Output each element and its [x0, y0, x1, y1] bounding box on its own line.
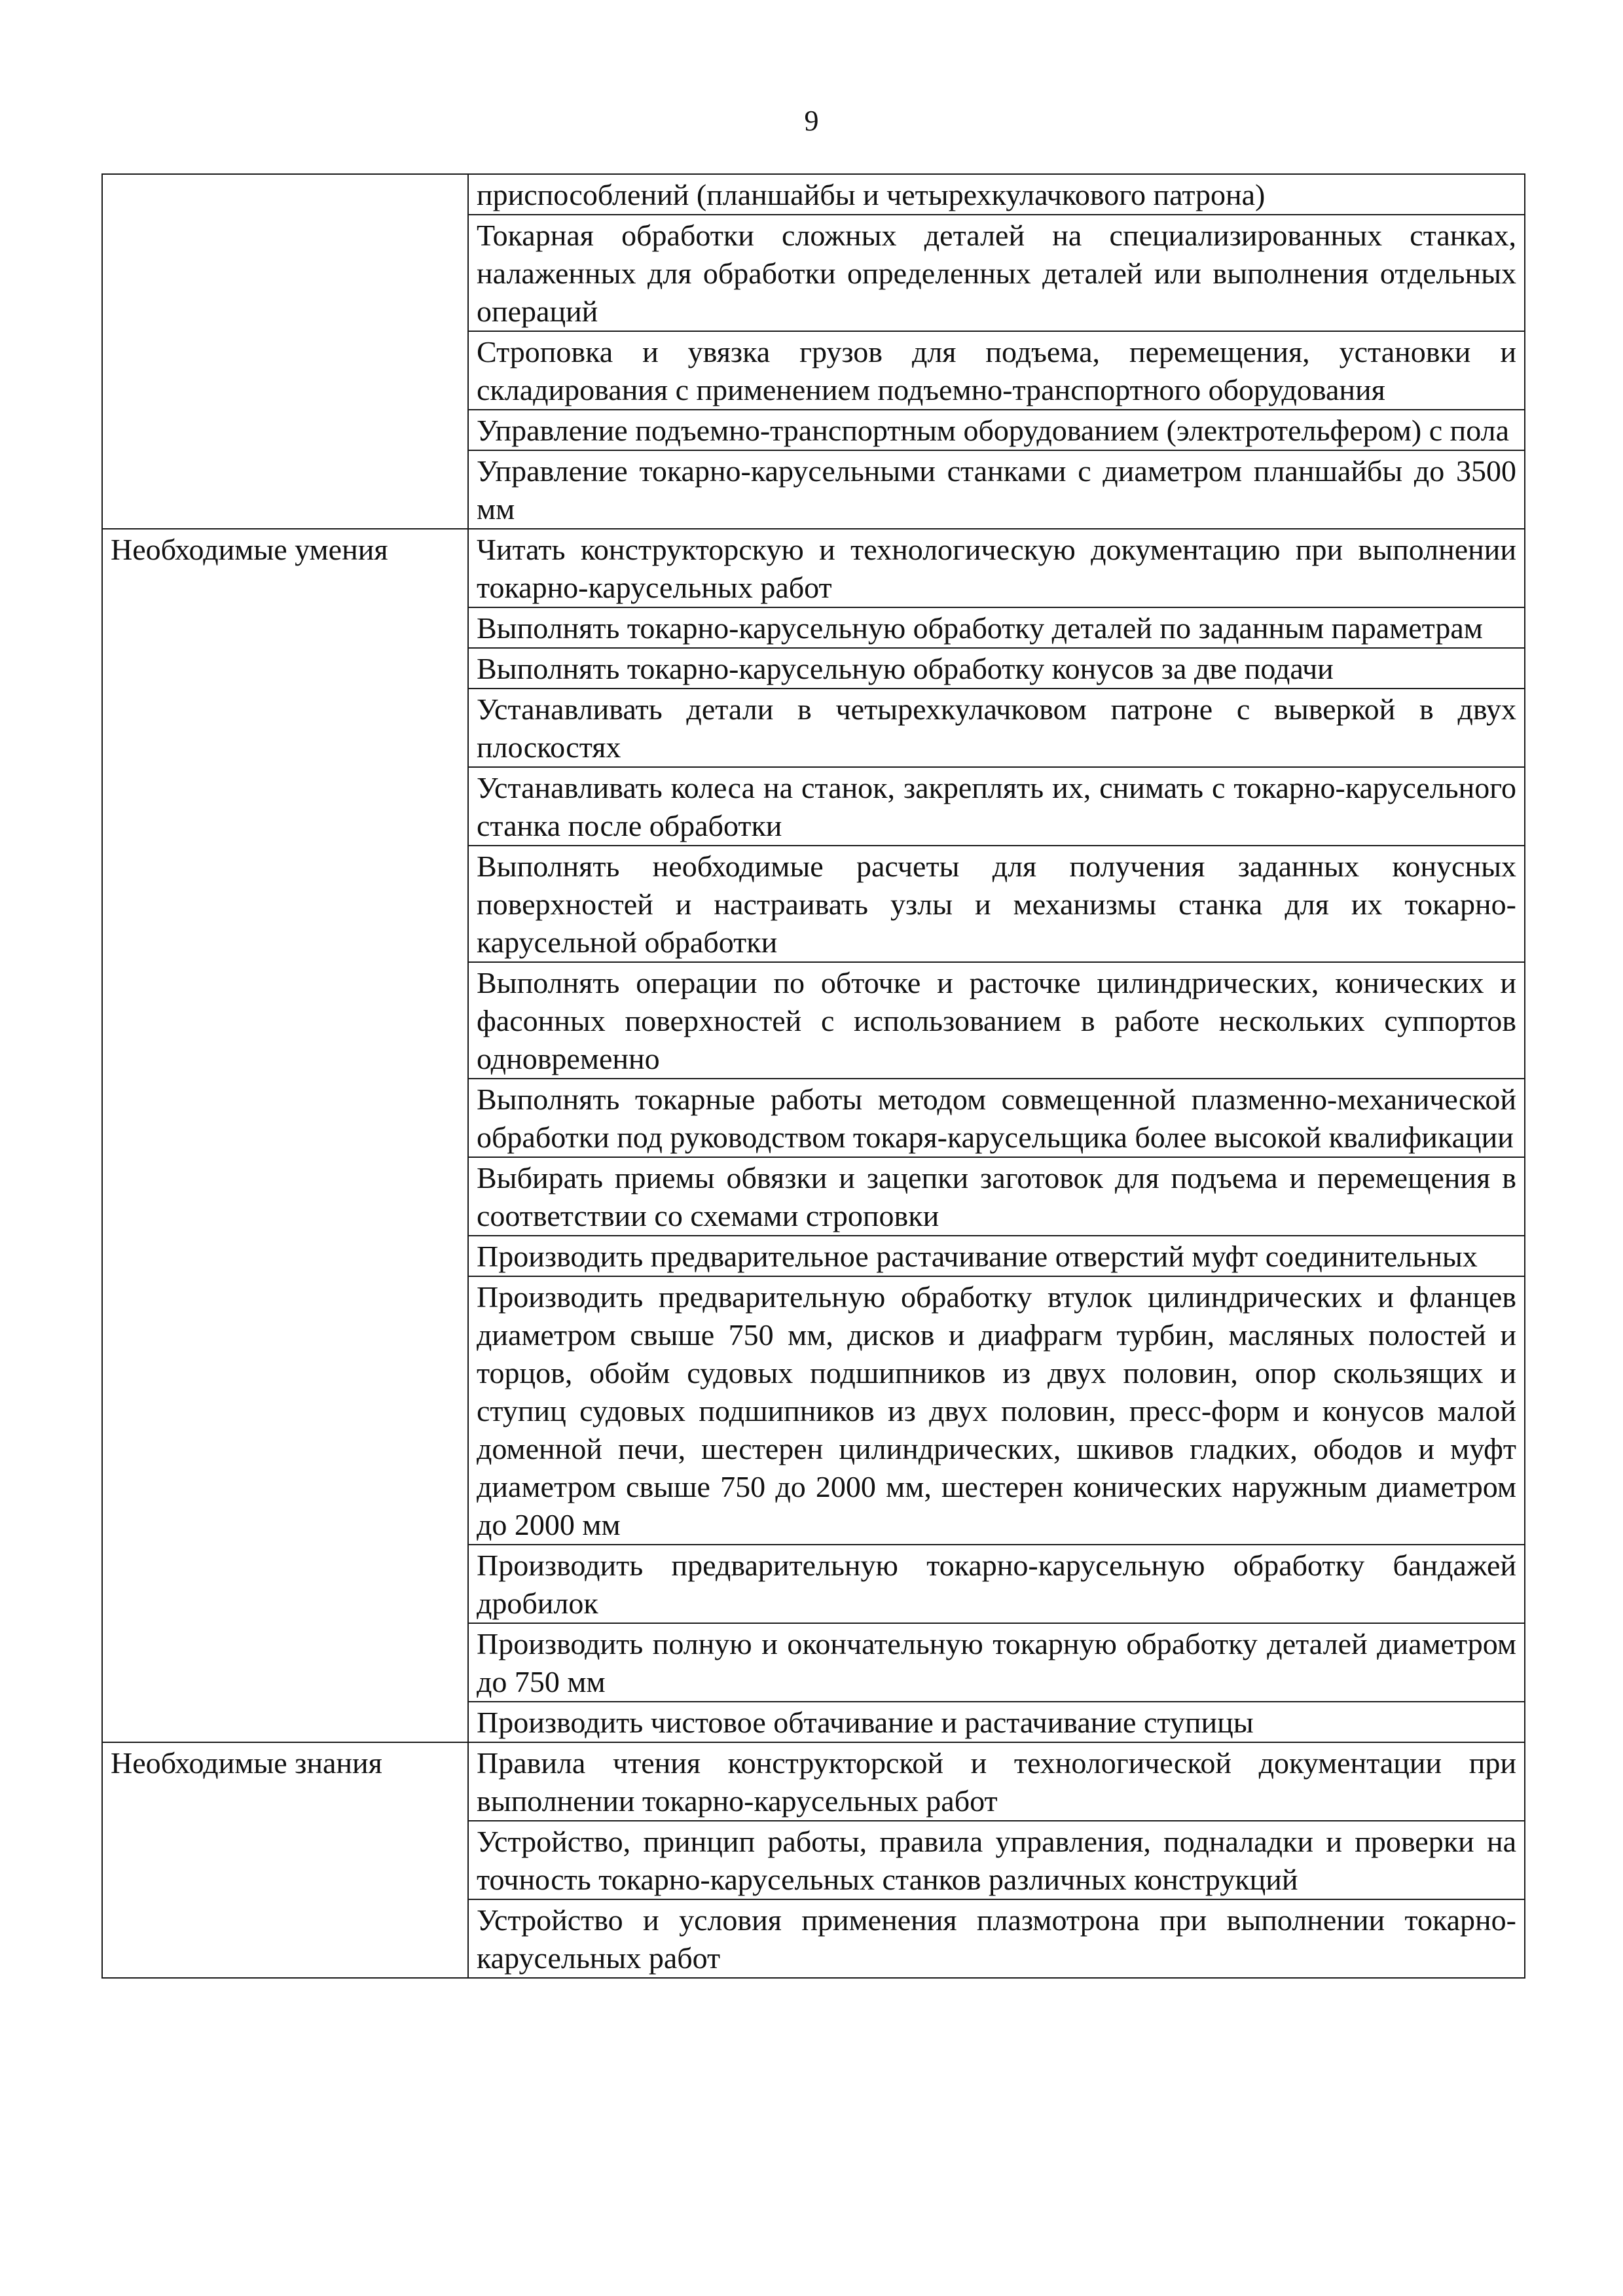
- requirement-item: Производить предварительное растачивание отверстий муфт соединительных: [468, 1236, 1525, 1276]
- requirement-item: Производить полную и окончательную токарную обработку деталей диаметром до 750 мм: [468, 1623, 1525, 1702]
- requirement-item: Правила чтения конструкторской и технологической документации при выполнении токарно-карусельных работ: [468, 1742, 1525, 1821]
- requirement-item: Управление подъемно-транспортным оборудованием (электротельфером) с пола: [468, 410, 1525, 450]
- requirement-item: Устанавливать колеса на станок, закреплять их, снимать с токарно-карусельного станка после обработки: [468, 767, 1525, 846]
- requirement-item: Выполнять необходимые расчеты для получения заданных конусных поверхностей и настраивать узлы и механизмы станка для их токарно-карусельной обработки: [468, 846, 1525, 962]
- requirement-item: Производить предварительную обработку втулок цилиндрических и фланцев диаметром свыше 750 мм, дисков и диафрагм турбин, масляных полостей и торцов, обойм судовых подшипников из двух половин, опор скользящих и ступиц судовых подшипников из двух половин, пресс-форм и конусов малой доменной печи, шестерен цилиндрических, шкивов гладких, ободов и муфт диаметром свыше 750 до 2000 мм, шестерен конических наружным диаметром до 2000 мм: [468, 1276, 1525, 1545]
- requirement-item: Производить чистовое обтачивание и растачивание ступицы: [468, 1702, 1525, 1742]
- requirements-table: [101, 173, 1525, 1979]
- section-label-cell: Необходимые знания: [102, 1742, 468, 1978]
- requirement-item: Читать конструкторскую и технологическую документацию при выполнении токарно-карусельных работ: [468, 529, 1525, 607]
- requirement-item: Строповка и увязка грузов для подъема, перемещения, установки и складирования с применением подъемно-транспортного оборудования: [468, 331, 1525, 410]
- page-number: 9: [804, 105, 819, 137]
- requirement-item: приспособлений (планшайбы и четырехкулачкового патрона): [468, 174, 1525, 215]
- requirement-item: Выбирать приемы обвязки и зацепки заготовок для подъема и перемещения в соответствии со схемами строповки: [468, 1157, 1525, 1236]
- section-label-cell: Необходимые умения: [102, 529, 468, 1742]
- requirement-item: Управление токарно-карусельными станками с диаметром планшайбы до 3500 мм: [468, 450, 1525, 529]
- requirement-item: Устанавливать детали в четырехкулачковом патроне с выверкой в двух плоскостях: [468, 689, 1525, 767]
- requirements-table-body: [102, 174, 1525, 1978]
- requirement-item: Выполнять операции по обточке и расточке цилиндрических, конических и фасонных поверхностей с использованием в работе нескольких суппортов одновременно: [468, 962, 1525, 1079]
- requirement-item: Производить предварительную токарно-карусельную обработку бандажей дробилок: [468, 1545, 1525, 1623]
- section-label-cell: [102, 174, 468, 529]
- requirement-item: Выполнять токарно-карусельную обработку деталей по заданным параметрам: [468, 607, 1525, 648]
- requirement-item: Выполнять токарные работы методом совмещенной плазменно-механической обработки под руководством токаря-карусельщика более высокой квалификации: [468, 1079, 1525, 1157]
- requirement-item: Устройство, принцип работы, правила управления, подналадки и проверки на точность токарно-карусельных станков различных конструкций: [468, 1821, 1525, 1899]
- requirement-item: Устройство и условия применения плазмотрона при выполнении токарно-карусельных работ: [468, 1899, 1525, 1978]
- requirement-item: Токарная обработки сложных деталей на специализированных станках, налаженных для обработки определенных деталей или выполнения отдельных операций: [468, 215, 1525, 331]
- requirement-item: Выполнять токарно-карусельную обработку конусов за две подачи: [468, 648, 1525, 689]
- table-row: [102, 529, 1525, 607]
- table-row: [102, 1742, 1525, 1821]
- table-row: [102, 174, 1525, 215]
